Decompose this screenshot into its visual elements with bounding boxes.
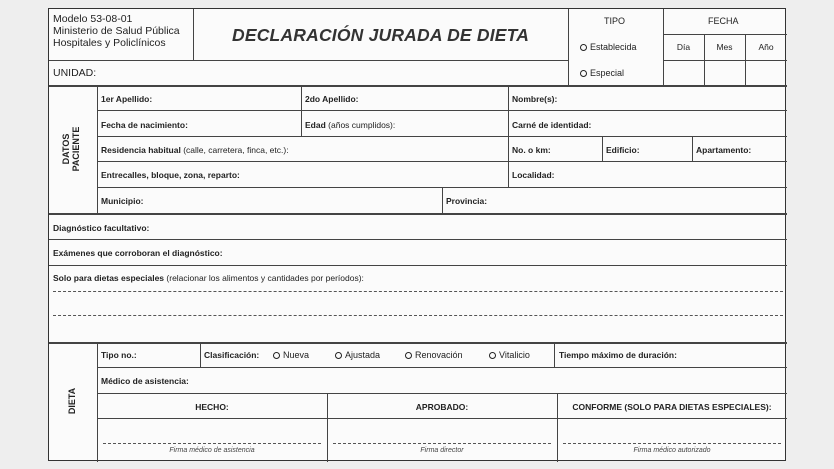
edificio-field[interactable]: Edificio:	[606, 145, 640, 155]
residencia-field[interactable]	[101, 146, 289, 155]
tipo-establecida-option[interactable]	[580, 43, 637, 52]
edad-note: (años cumplidos):	[328, 120, 396, 130]
clasificacion-renovacion-option[interactable]	[405, 351, 463, 360]
divider	[97, 85, 98, 213]
segundo-apellido-field[interactable]: 2do Apellido:	[305, 94, 359, 104]
divider	[554, 342, 555, 367]
clasificacion-ajustada-option[interactable]	[335, 351, 380, 360]
paciente-label: PACIENTE	[71, 126, 81, 172]
radio-icon[interactable]	[580, 44, 587, 51]
divider	[97, 136, 787, 137]
localidad-field[interactable]: Localidad:	[512, 170, 555, 180]
dietas-especiales-note: (relacionar los alimentos y cantidades por períodos):	[166, 273, 364, 283]
radio-icon[interactable]	[580, 70, 587, 77]
fecha-dia: Día	[676, 42, 691, 52]
tiempo-maximo-field[interactable]: Tiempo máximo de duración:	[559, 350, 677, 360]
dieta-section-label: DIETA	[67, 387, 77, 415]
divider	[568, 9, 569, 85]
clasificacion-nueva-option[interactable]	[273, 351, 309, 360]
clasificacion-label: Clasificación:	[204, 350, 260, 360]
signature-line[interactable]	[333, 443, 551, 444]
fecha-label: FECHA	[708, 16, 739, 26]
signature-line[interactable]	[103, 443, 321, 444]
primer-apellido-field[interactable]: 1er Apellido:	[101, 94, 153, 104]
divider	[49, 60, 568, 61]
clasificacion-renovacion-label: Renovación	[415, 350, 463, 360]
divider	[97, 342, 98, 462]
dietas-especiales-field[interactable]	[53, 274, 364, 283]
form-title: DECLARACIÓN JURADA DE DIETA	[232, 25, 530, 45]
divider	[663, 60, 787, 61]
clasificacion-vitalicio-label: Vitalicio	[499, 350, 530, 360]
unidad-label: UNIDAD:	[53, 67, 97, 79]
divider	[97, 393, 787, 394]
firma-medico-caption: Firma médico de asistencia	[169, 447, 255, 454]
divider	[663, 34, 787, 35]
ministry-name: Ministerio de Salud Pública	[53, 25, 180, 37]
nombres-field[interactable]: Nombre(s):	[512, 94, 558, 104]
firma-autorizado-caption: Firma médico autorizado	[633, 447, 711, 454]
divider	[97, 367, 787, 368]
firma-director-caption: Firma director	[420, 447, 464, 454]
datos-paciente-section-label	[61, 123, 85, 175]
municipio-field[interactable]: Municipio:	[101, 196, 144, 206]
no-km-field[interactable]: No. o km:	[512, 145, 551, 155]
residencia-note: (calle, carretera, finca, etc.):	[183, 145, 289, 155]
tipo-especial-label: Especial	[590, 68, 625, 78]
divider	[692, 136, 693, 161]
dietas-especiales-label: Solo para dietas especiales	[53, 273, 165, 283]
diet-declaration-form	[48, 8, 786, 461]
carne-field[interactable]: Carné de identidad:	[512, 120, 592, 130]
radio-icon[interactable]	[335, 352, 342, 359]
divider	[97, 418, 787, 419]
residencia-label: Residencia habitual	[101, 145, 181, 155]
divider	[200, 342, 201, 367]
clasificacion-nueva-label: Nueva	[283, 350, 310, 360]
diagnostico-facultativo-field[interactable]: Diagnóstico facultativo:	[53, 223, 150, 233]
divider	[49, 239, 787, 240]
edad-field[interactable]	[305, 121, 395, 130]
divider	[97, 161, 787, 162]
divider	[49, 213, 787, 215]
clasificacion-vitalicio-option[interactable]	[489, 351, 530, 360]
fecha-mes: Mes	[716, 42, 733, 52]
model-number: Modelo 53-08-01	[53, 13, 133, 25]
signature-line[interactable]	[563, 443, 781, 444]
provincia-field[interactable]: Provincia:	[446, 196, 488, 206]
divider	[49, 85, 787, 87]
conforme-label: CONFORME (SOLO PARA DIETAS ESPECIALES):	[572, 402, 772, 412]
radio-icon[interactable]	[273, 352, 280, 359]
divider	[442, 187, 443, 213]
fecha-nacimiento-field[interactable]: Fecha de nacimiento:	[101, 120, 188, 130]
dotted-line	[53, 291, 783, 292]
aprobado-label: APROBADO:	[415, 402, 469, 412]
hecho-label: HECHO:	[195, 402, 229, 412]
medico-asistencia-field[interactable]: Médico de asistencia:	[101, 376, 189, 386]
divider	[602, 136, 603, 161]
datos-label: DATOS	[61, 133, 71, 165]
entrecalles-field[interactable]: Entrecalles, bloque, zona, reparto:	[101, 170, 240, 180]
tipo-especial-option[interactable]	[580, 69, 624, 78]
dotted-line	[53, 315, 783, 316]
tipo-establecida-label: Establecida	[590, 42, 637, 52]
clasificacion-ajustada-label: Ajustada	[345, 350, 381, 360]
divider	[97, 110, 787, 111]
apartamento-field[interactable]: Apartamento:	[696, 145, 752, 155]
examenes-field[interactable]: Exámenes que corroboran el diagnóstico:	[53, 248, 223, 258]
tipo-no-field[interactable]: Tipo no.:	[101, 350, 137, 360]
tipo-label: TIPO	[604, 16, 626, 26]
edad-label: Edad	[305, 120, 326, 130]
divider	[193, 9, 194, 60]
radio-icon[interactable]	[489, 352, 496, 359]
hospitals-name: Hospitales y Policlínicos	[53, 37, 166, 49]
divider	[49, 265, 787, 266]
radio-icon[interactable]	[405, 352, 412, 359]
divider	[49, 342, 787, 344]
fecha-ano: Año	[758, 42, 774, 52]
